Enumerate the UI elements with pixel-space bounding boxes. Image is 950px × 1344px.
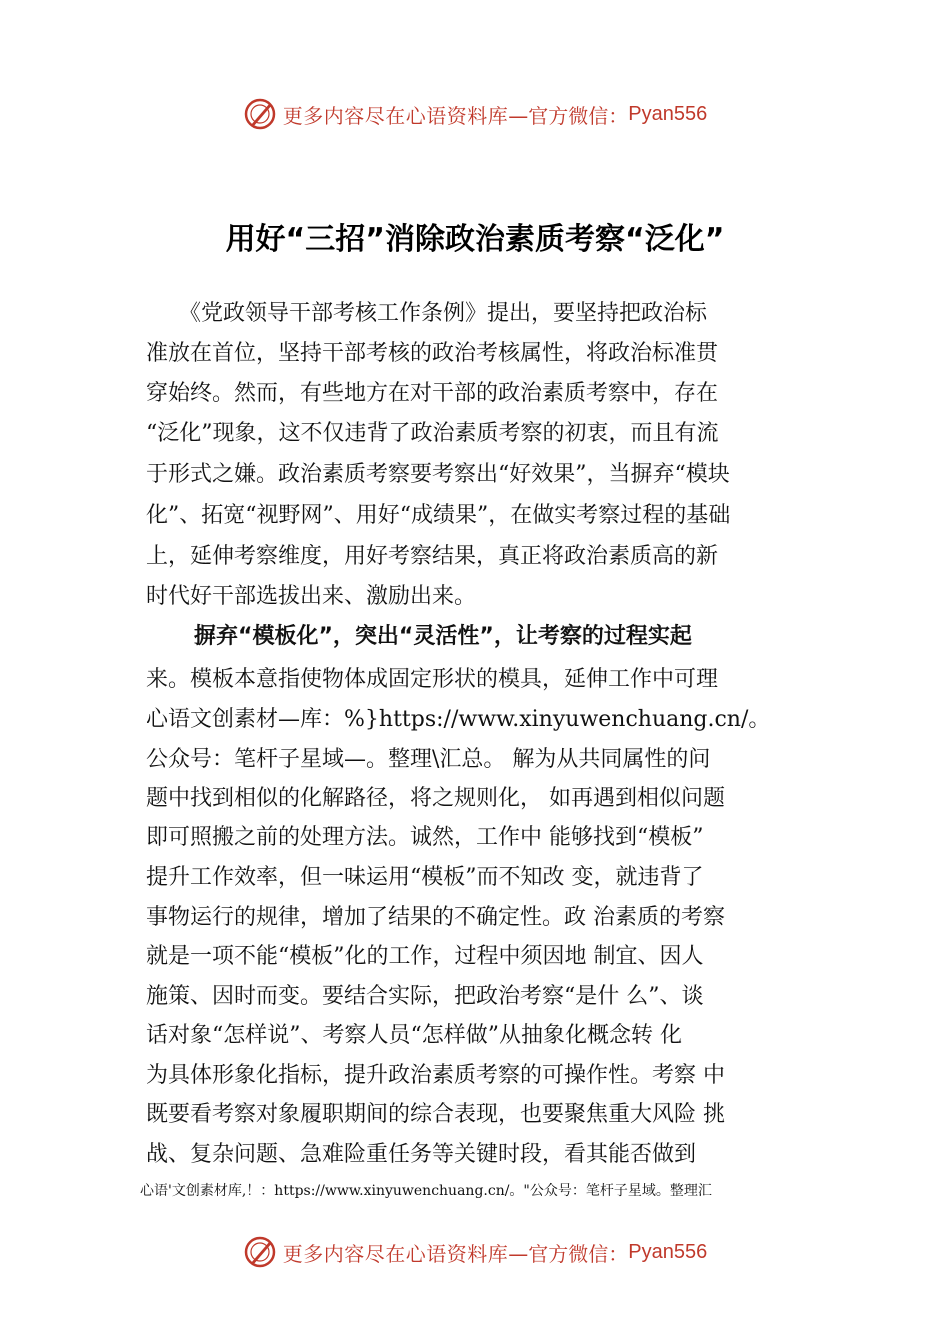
header-banner [0, 94, 950, 134]
body-line: 公众号：笔杆子星域—。整理\汇总。 解为从共同属性的问 [146, 747, 711, 772]
body-line: 战、复杂问题、急难险重任务等关键时段，看其能否做到 [146, 1142, 697, 1167]
body-line: 提升工作效率，但一味运用“模板”而不知改 变，就违背了 [146, 865, 704, 890]
body-line: 心语文创素材—库：%}https://www.xinyuwenchuang.cn/。 [146, 707, 771, 732]
body-line: 上，延伸考察维度，用好考察结果，真正将政治素质高的新 [146, 544, 719, 569]
banner-wechat-id: Pyan556 [628, 1240, 708, 1263]
pen-circle-logo-icon [243, 97, 277, 131]
body-line: “泛化”现象，这不仅违背了政治素质考察的初衷，而且有流 [146, 421, 719, 446]
banner-wechat-label: —官方微信： [508, 103, 629, 128]
body-line: 化”、拓宽“视野网”、用好“成绩果”，在做实考察过程的基础 [146, 503, 731, 528]
body-line: 事物运行的规律，增加了结果的不确定性。政 治素质的考察 [146, 905, 725, 930]
body-line: 施策、因时而变。要结合实际，把政治考察“是什 么”、谈 [146, 984, 704, 1009]
banner-wechat-label: —官方微信： [508, 1241, 629, 1266]
body-line: 就是一项不能“模板”化的工作，过程中须因地 制宜、因人 [146, 944, 704, 969]
banner-text: 更多内容尽在心语资料库 [282, 103, 509, 128]
body-line: 《党政领导干部考核工作条例》提出，要坚持把政治标 [146, 301, 708, 326]
banner-text: 更多内容尽在心语资料库 [282, 1241, 509, 1266]
section-heading: 摒弃“模板化”，突出“灵活性”，让考察的过程实起 [194, 624, 692, 649]
body-line: 时代好干部选拔出来、激励出来。 [146, 584, 477, 609]
body-line: 话对象“怎样说”、考察人员“怎样做”从抽象化概念转 化 [146, 1023, 682, 1048]
body-line: 穿始终。然而，有些地方在对干部的政治素质考察中，存在 [146, 381, 719, 406]
footer-banner [0, 1232, 950, 1272]
body-line: 既要看考察对象履职期间的综合表现，也要聚焦重大风险 挑 [146, 1102, 725, 1127]
body-line: 于形式之嫌。政治素质考察要考察出“好效果”，当摒弃“模块 [146, 462, 730, 487]
body-line: 即可照搬之前的处理方法。诚然，工作中 能够找到“模板” [146, 825, 704, 850]
body-line: 为具体形象化指标，提升政治素质考察的可操作性。考察 中 [146, 1063, 725, 1088]
banner-wechat-id: Pyan556 [628, 102, 708, 125]
footnote-text: 心语'文创素材库,！：https://www.xinyuwenchuang.cn/。"公众号：笔杆子星域。整理汇 [140, 1183, 712, 1199]
body-line: 题中找到相似的化解路径，将之规则化， 如再遇到相似问题 [146, 786, 725, 811]
body-line: 准放在首位，坚持干部考核的政治考核属性，将政治标准贯 [146, 341, 719, 366]
pen-circle-logo-icon [243, 1235, 277, 1269]
body-line: 来。模板本意指使物体成固定形状的模具，延伸工作中可理 [146, 667, 719, 692]
document-title: 用好“三招”消除政治素质考察“泛化” [225, 222, 725, 257]
